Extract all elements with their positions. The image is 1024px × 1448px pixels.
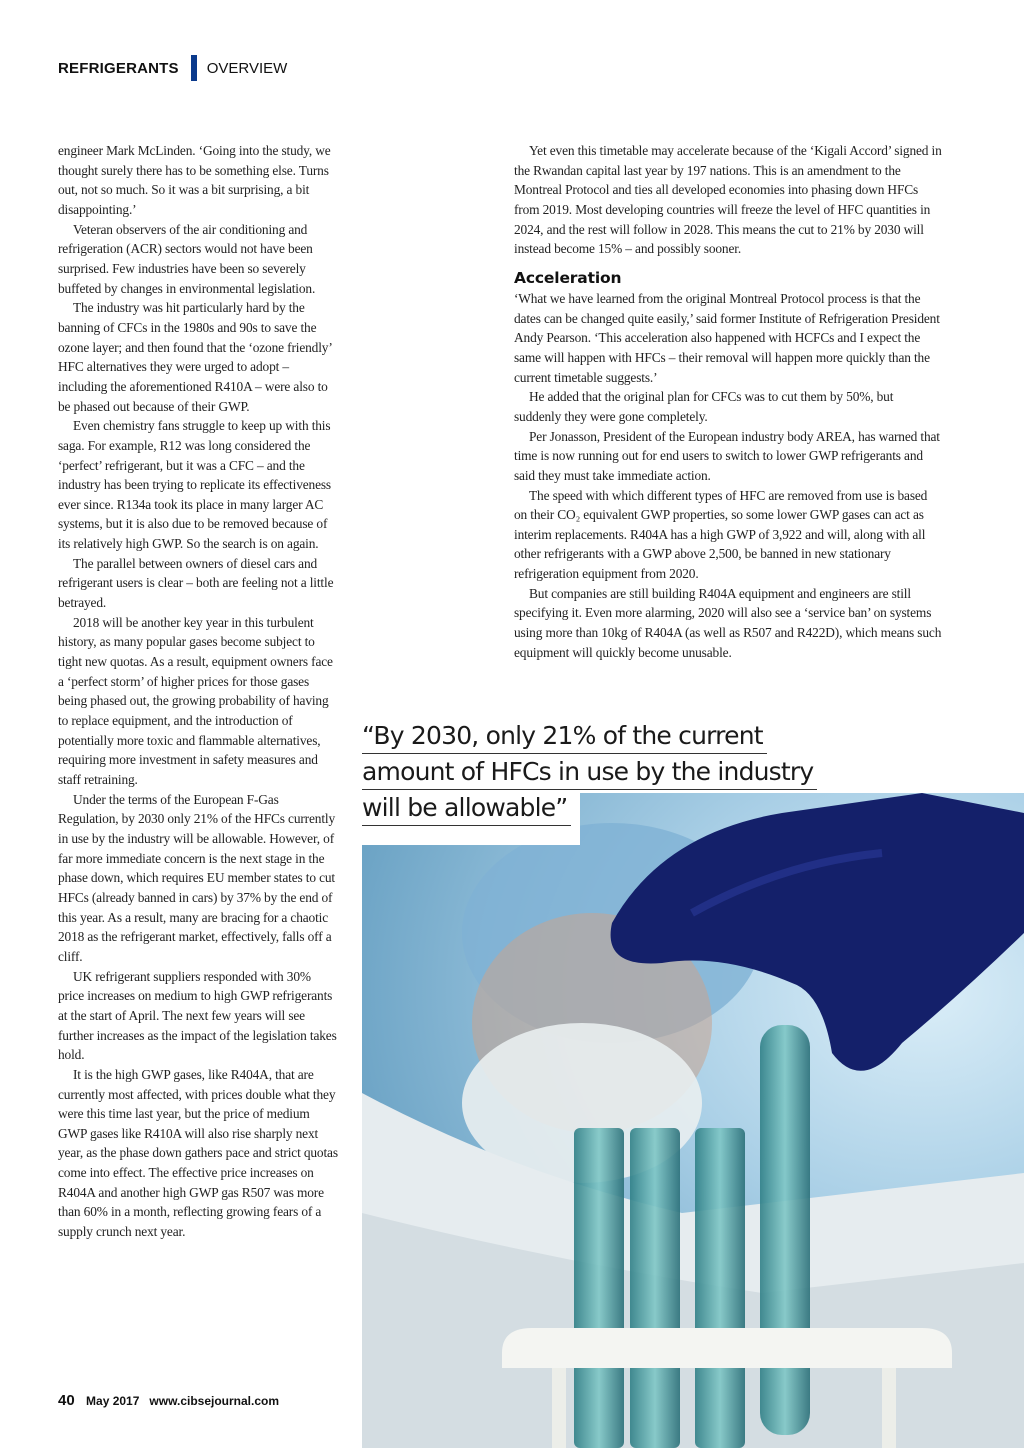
paragraph: Under the terms of the European F-Gas Regulation, by 2030 only 21% of the HFCs currently in use by the industry will be allowable. However, of far more immediate concern is the next stage in the phase down, which requires EU member states to cut HFCs (already banned in cars) by 37% by the end of this year. As a result, many are bracing for a chaotic 2018 as the refrigerant market, effectively, falls off a cliff. bbox=[58, 791, 336, 964]
paragraph: engineer Mark McLinden. ‘Going into the study, we thought surely there has to be something else. Turns out, not so much. So it was a bit surprising, a bit disappointing.’ bbox=[58, 143, 331, 217]
paragraph: Veteran observers of the air conditioning and refrigeration (ACR) sectors would not have been surprised. Few industries have been so severely buffeted by changes in environmental legislation. bbox=[58, 221, 316, 296]
website-url: www.cibsejournal.com bbox=[149, 1394, 280, 1408]
right-column bbox=[514, 141, 942, 662]
page-footer bbox=[58, 1392, 279, 1409]
subheading: Acceleration bbox=[514, 268, 622, 287]
paragraph: ‘What we have learned from the original Montreal Protocol process is that the dates can be changed quite easily,’ said former Institute of Refrigeration President Andy Pearson. ‘This acceleration also happened with HCFCs and I expect the same will happen with HFCs – their removal will happen more quickly than the current timetable suggests.’ bbox=[514, 290, 940, 385]
paragraph: 2018 will be another key year in this turbulent history, as many popular gases become subject to tight new quotas. As a result, equipment owners face a ‘perfect storm’ of higher prices for those gases being phased out, the growing probability of having to replace equipment, and the introduction of potentially more toxic and flammable alternatives, requiring more investment in safety measures and staff retraining. bbox=[58, 614, 333, 787]
paragraph: It is the high GWP gases, like R404A, that are currently most affected, with prices double what they were this time last year, but the price of medium GWP gases like R410A will also rise sharply next year, as the phase down gathers pace and strict quotas come into effect. The effective price increases on R404A and another high GWP gas R507 was more than 60% in a month, reflecting growing fears of a supply crunch next year. bbox=[58, 1066, 338, 1240]
paragraph: The speed with which different types of HFC are removed from use is based on their CO₂ equivalent GWP properties, so some lower GWP gases can act as interim replacements. R404A has a high GWP of 3,922 and will, along with all other refrigerants with a GWP above 2,500, be banned in new stationary refrigeration equipment from 2020. bbox=[514, 487, 928, 582]
paragraph: Even chemistry fans struggle to keep up with this saga. For example, R12 was long considered the ‘perfect’ refrigerant, but it was a CFC – and the industry has been trying to replicate its effectiveness ever since. R134a took its place in many larger AC systems, but it is also due to be removed because of its relatively high GWP. So the search is on again. bbox=[58, 418, 331, 552]
issue-date: May 2017 bbox=[86, 1394, 140, 1408]
paragraph: Yet even this timetable may accelerate because of the ‘Kigali Accord’ signed in the Rwandan capital last year by 197 nations. This is an amendment to the Montreal Protocol and ties all developed economies into phasing down HFCs from 2019. Most developing countries will freeze the level of HFC quantities in 2024, and the rest will follow in 2028. This means the cut to 21% by 2030 will instead become 15% – and possibly sooner. bbox=[514, 143, 942, 257]
pull-quote-line: “By 2030, only 21% of the current bbox=[362, 718, 767, 754]
scientist-test-tubes-image bbox=[362, 793, 1024, 1448]
pull-quote-line: amount of HFCs in use by the industry bbox=[362, 754, 817, 790]
page-number: 40 bbox=[58, 1392, 75, 1409]
paragraph: The industry was hit particularly hard by the banning of CFCs in the 1980s and 90s to save the ozone layer; and then found that the ‘ozone friendly’ HFC alternatives they were urged to adopt – including the aforementioned R410A – were also to be phased out because of their GWP. bbox=[58, 300, 332, 414]
lab-photo bbox=[362, 793, 1024, 1448]
paragraph: UK refrigerant suppliers responded with 30% price increases on medium to high GWP refrigerants at the start of April. The next few years will see further increases as the impact of the legislation takes hold. bbox=[58, 968, 337, 1063]
paragraph: But companies are still building R404A equipment and engineers are still specifying it. Even more alarming, 2020 will also see a ‘service ban’ on systems using more than 10kg of R404A (as well as R507 and R422D), which means such equipment will quickly become unusable. bbox=[514, 585, 942, 660]
subsection-label: OVERVIEW bbox=[206, 59, 288, 77]
header-divider bbox=[191, 55, 197, 81]
pull-quote bbox=[362, 718, 817, 826]
paragraph: He added that the original plan for CFCs was to cut them by 50%, but suddenly they were gone completely. bbox=[514, 389, 894, 424]
paragraph: The parallel between owners of diesel cars and refrigerant users is clear – both are feeling not a little betrayed. bbox=[58, 555, 334, 611]
pull-quote-line: will be allowable” bbox=[362, 790, 571, 826]
section-label: REFRIGERANTS bbox=[58, 59, 179, 77]
paragraph: Per Jonasson, President of the European industry body AREA, has warned that time is now running out for end users to switch to lower GWP refrigerants and said they must take immediate action. bbox=[514, 428, 940, 483]
left-column bbox=[58, 141, 338, 1242]
running-header bbox=[58, 55, 287, 81]
